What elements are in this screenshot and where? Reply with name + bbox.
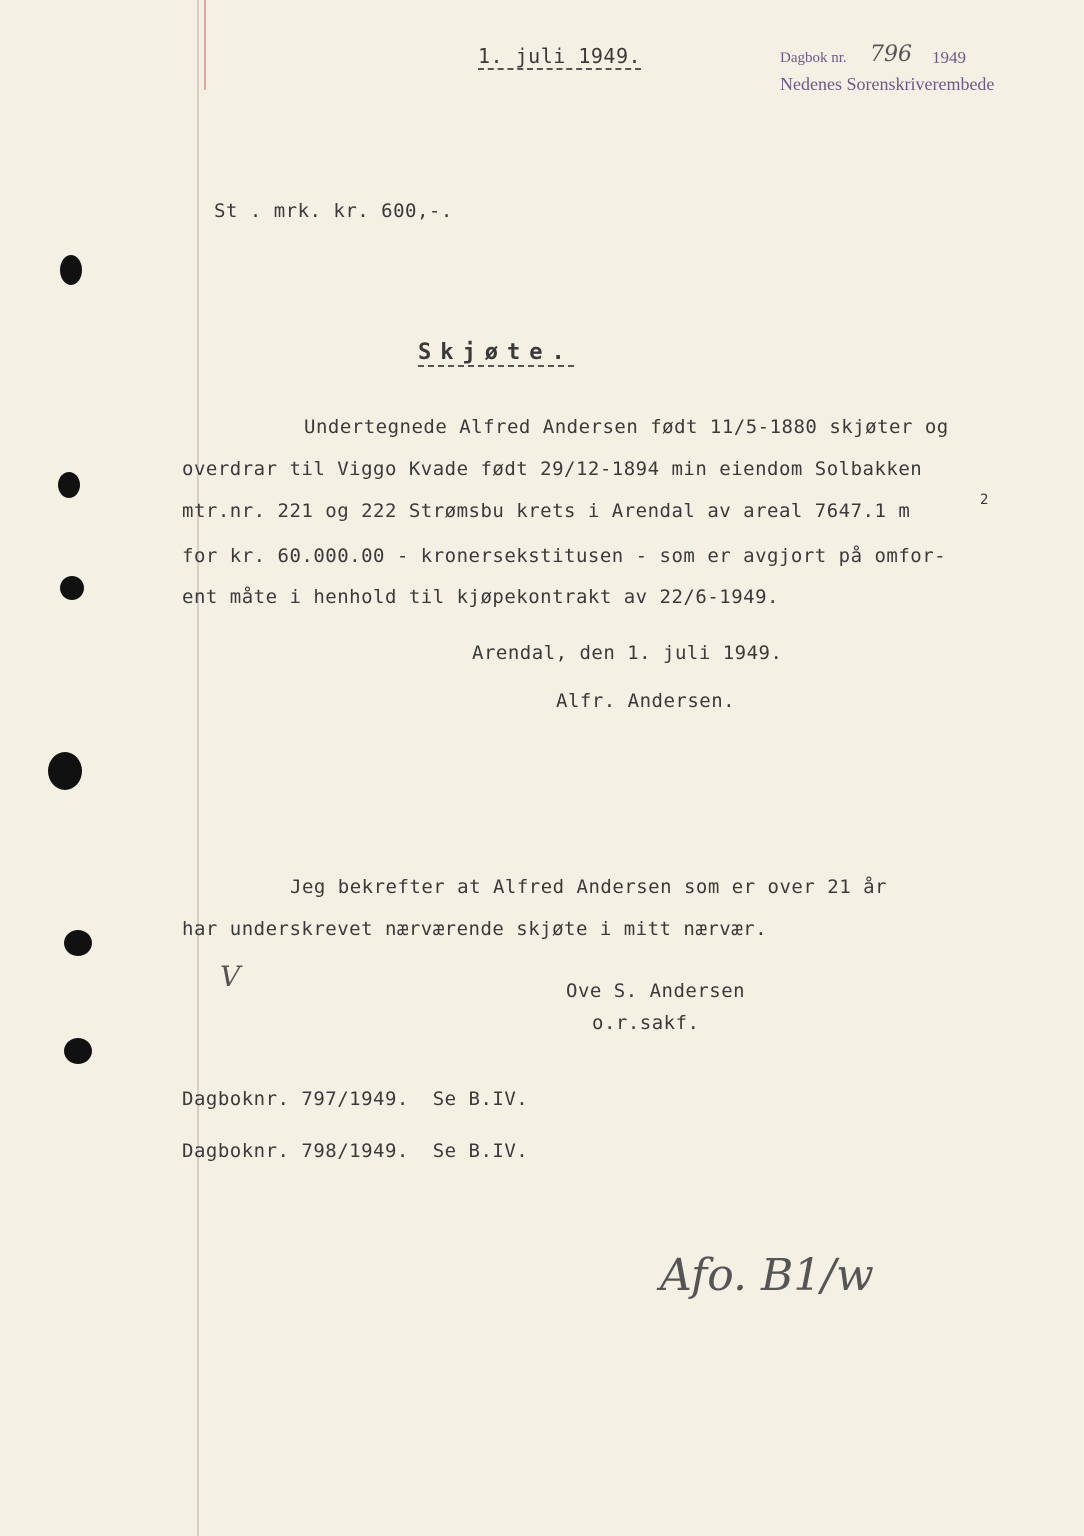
area-superscript: 2 [980,492,989,508]
margin-line [197,0,199,1536]
journal-stamp [780,42,1060,98]
stamp-duty: St . mrk. kr. 600,-. [214,200,453,222]
binder-hole [58,472,80,498]
body-line: overdrar til Viggo Kvade født 29/12-1894 min eiendom Solbakken [182,458,923,480]
binder-hole [64,930,92,956]
body-line: for kr. 60.000.00 - kronersekstitusen - som er avgjort på omfor- [182,545,947,567]
binder-hole [60,255,82,285]
stamp-year: 1949 [932,48,966,67]
binder-hole [60,576,84,600]
handwritten-check: V [220,960,241,993]
deed-title: Skjøte. [418,340,574,365]
witness-title: o.r.sakf. [592,1012,700,1034]
body-line: Undertegnede Alfred Andersen født 11/5-1880 skjøter og [304,416,949,438]
handwritten-initials: Afo. B1/w [660,1250,874,1301]
reference-line: Dagboknr. 797/1949. Se B.IV. [182,1088,529,1110]
header-date: 1. juli 1949. [478,44,642,68]
margin-line-red [204,0,206,90]
signer-name: Alfr. Andersen. [556,690,736,712]
body-line: mtr.nr. 221 og 222 Strømsbu krets i Arendal av areal 7647.1 m [182,500,911,522]
office-name: Nedenes Sorenskriverembede [780,74,995,94]
stamp-label: Dagbok nr. [780,50,847,66]
witness-line: Jeg bekrefter at Alfred Andersen som er over 21 år [290,876,887,898]
witness-name: Ove S. Andersen [566,980,746,1002]
binder-hole [64,1038,92,1064]
body-line: ent måte i henhold til kjøpekontrakt av 22/6-1949. [182,586,779,608]
binder-hole [48,752,82,790]
witness-line: har underskrevet nærværende skjøte i mitt nærvær. [182,918,768,940]
stamp-number: 796 [870,42,912,67]
place-date: Arendal, den 1. juli 1949. [472,642,783,664]
reference-line: Dagboknr. 798/1949. Se B.IV. [182,1140,529,1162]
